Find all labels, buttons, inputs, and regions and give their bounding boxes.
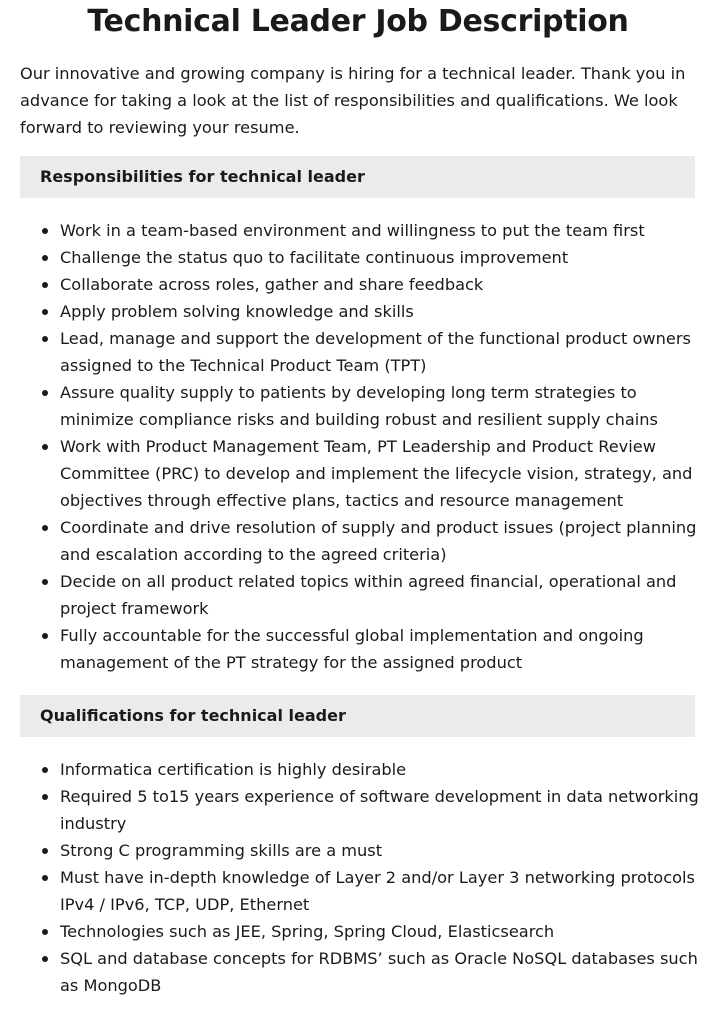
list-item: Technologies such as JEE, Spring, Spring Cloud, Elasticsearch xyxy=(20,918,700,945)
list-item: Decide on all product related topics within agreed financial, operational and project framework xyxy=(20,568,700,622)
list-item: Assure quality supply to patients by developing long term strategies to minimize compliance risks and building robust and resilient supply chains xyxy=(20,379,700,433)
list-item: Apply problem solving knowledge and skills xyxy=(20,298,700,325)
page-title: Technical Leader Job Description xyxy=(87,4,629,39)
intro-paragraph: Our innovative and growing company is hiring for a technical leader. Thank you in advance for taking a look at the list of responsibilities and qualifications. We look forward to reviewing your resume. xyxy=(20,64,686,137)
list-item: Challenge the status quo to facilitate continuous improvement xyxy=(20,244,700,271)
qualifications-heading: Qualifications for technical leader xyxy=(20,695,695,737)
list-item: Fully accountable for the successful global implementation and ongoing management of the PT strategy for the assigned product xyxy=(20,622,700,676)
list-item: Strong C programming skills are a must xyxy=(20,837,700,864)
list-item: Lead, manage and support the development of the functional product owners assigned to the Technical Product Team (TPT) xyxy=(20,325,700,379)
list-item: Work with Product Management Team, PT Leadership and Product Review Committee (PRC) to develop and implement the lifecycle vision, strategy, and objectives through effective plans, tactics and resource management xyxy=(20,433,700,514)
list-item: Collaborate across roles, gather and share feedback xyxy=(20,271,700,298)
responsibilities-heading: Responsibilities for technical leader xyxy=(20,156,695,198)
list-item: SQL and database concepts for RDBMS’ such as Oracle NoSQL databases such as MongoDB xyxy=(20,945,700,999)
list-item: Informatica certification is highly desirable xyxy=(20,756,700,783)
list-item: Required 5 to15 years experience of software development in data networking industry xyxy=(20,783,700,837)
list-item: Work in a team-based environment and willingness to put the team first xyxy=(20,217,700,244)
list-item: Must have in-depth knowledge of Layer 2 and/or Layer 3 networking protocols IPv4 / IPv6, TCP, UDP, Ethernet xyxy=(20,864,700,918)
responsibilities-list xyxy=(20,217,700,676)
qualifications-list xyxy=(20,756,700,999)
list-item: Coordinate and drive resolution of supply and product issues (project planning and escalation according to the agreed criteria) xyxy=(20,514,700,568)
